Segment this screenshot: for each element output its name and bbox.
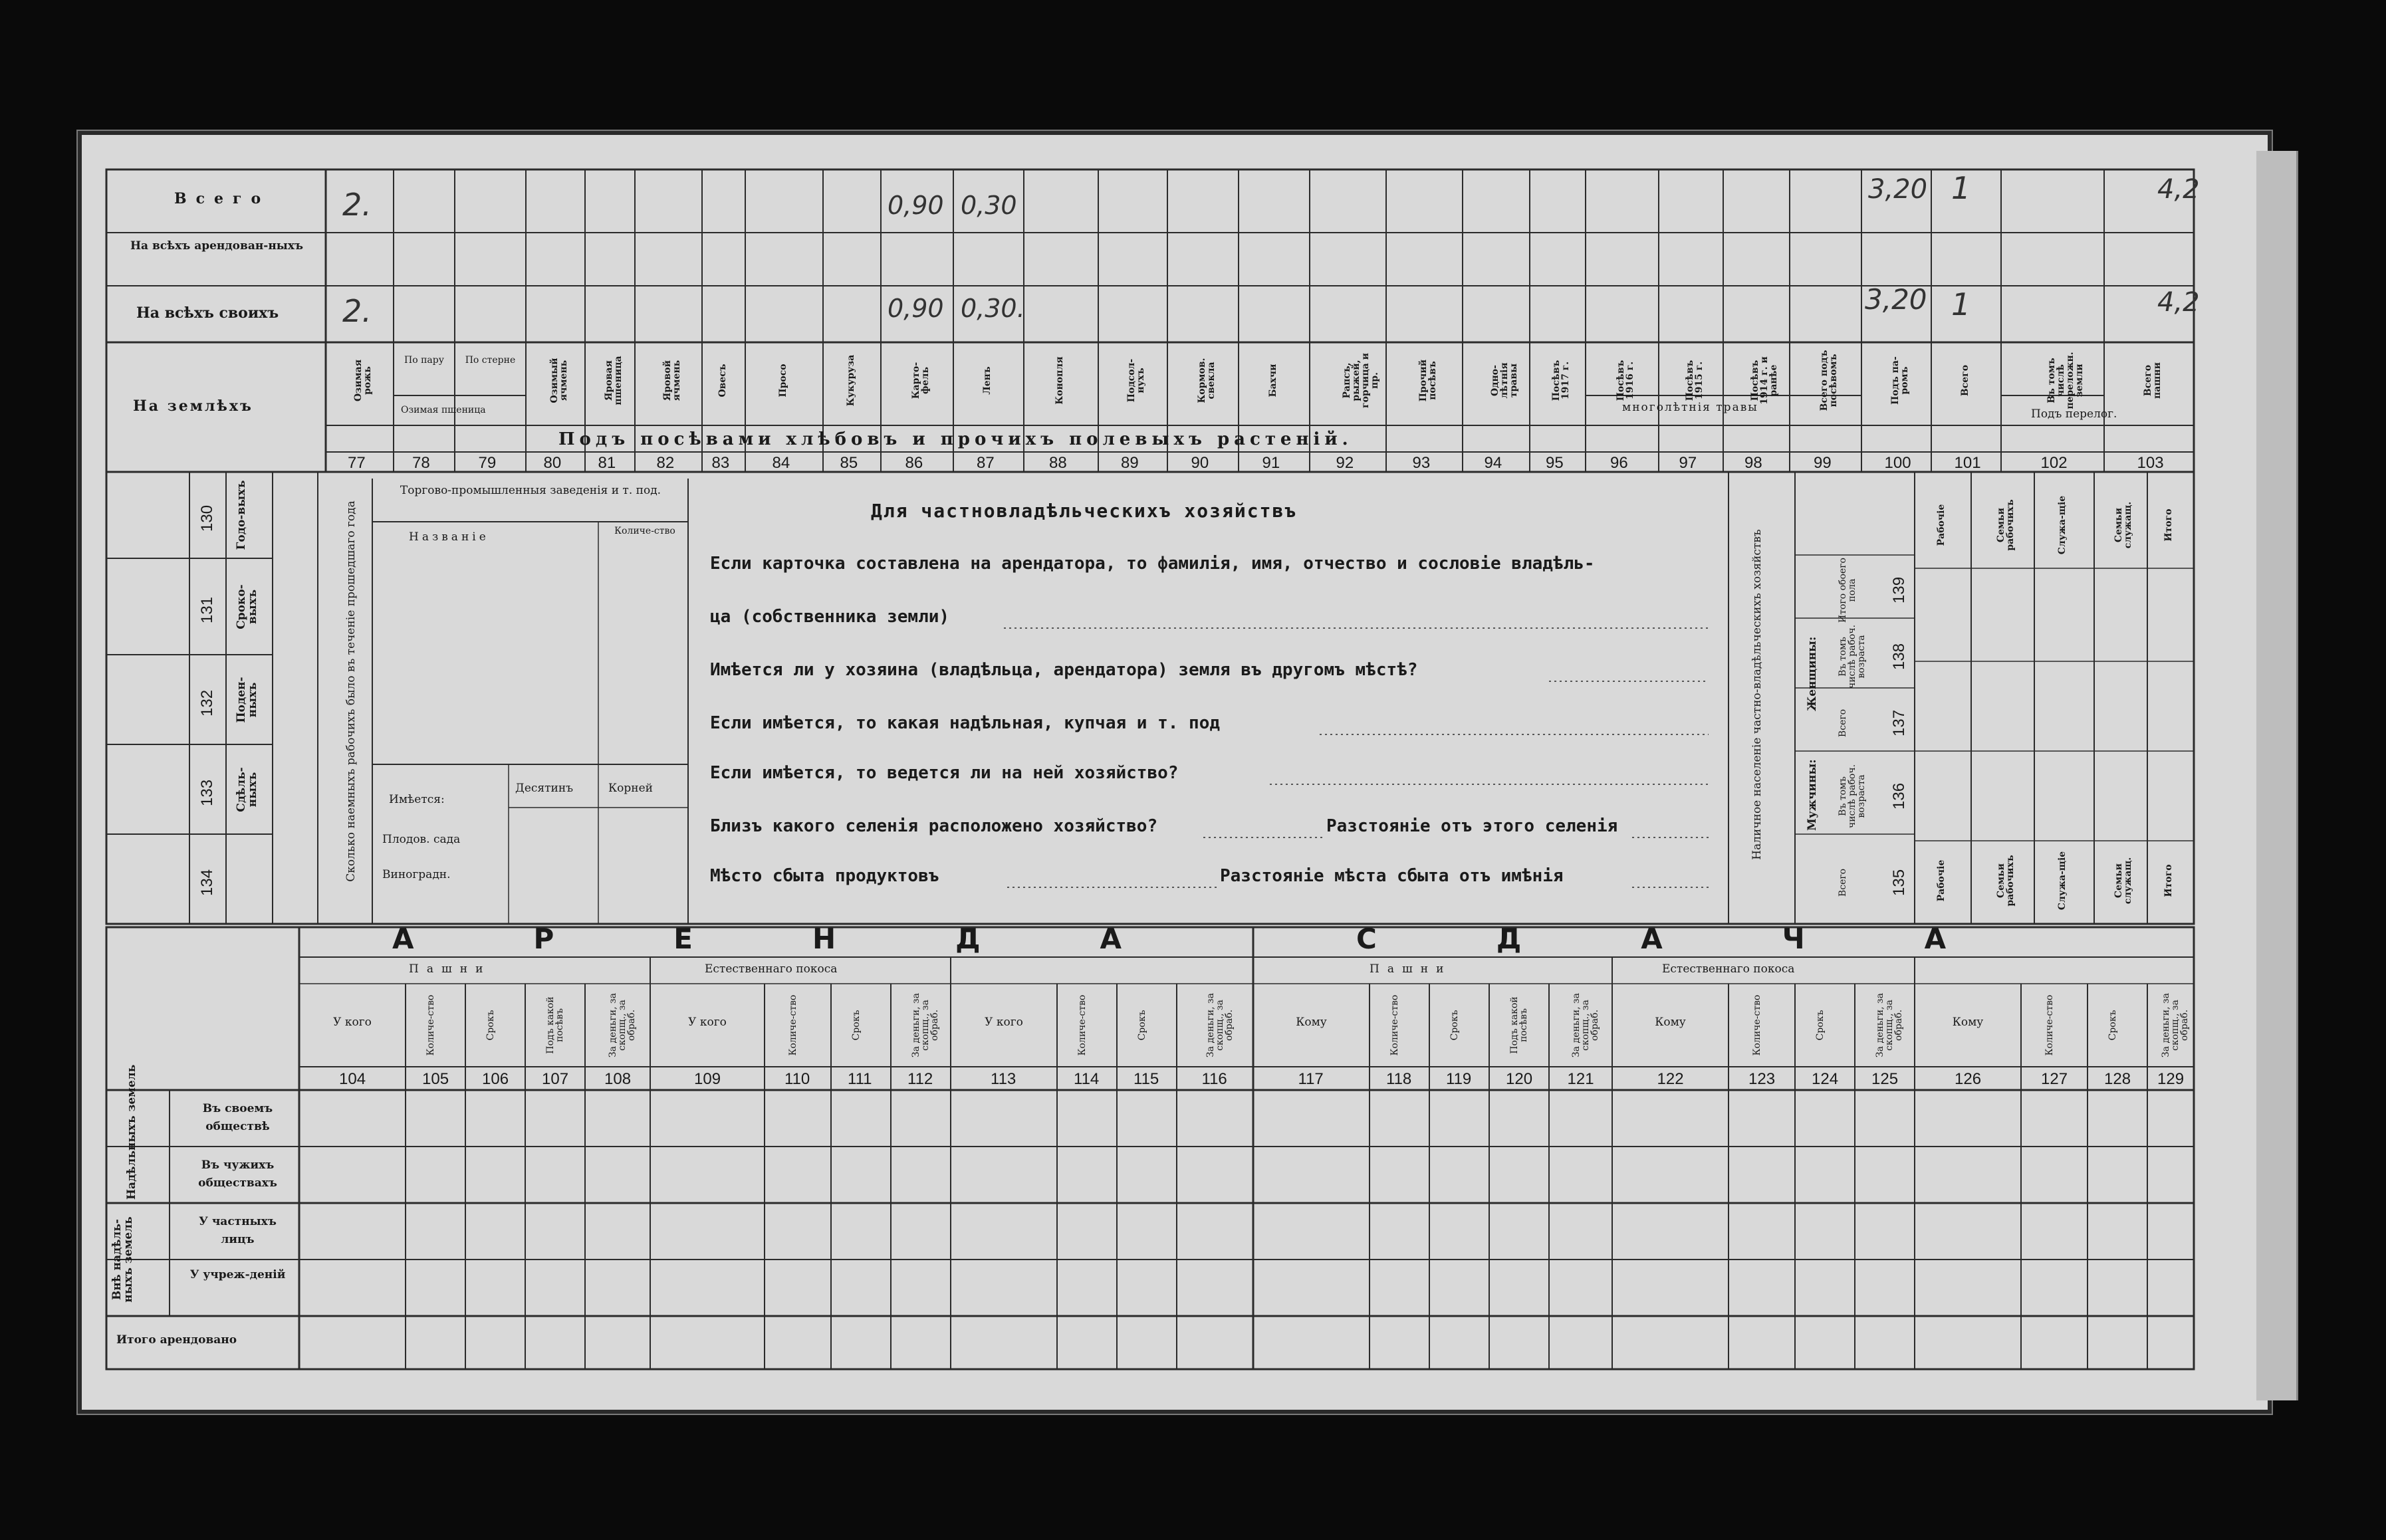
sub-perennial-grass: многолѣтнія травы [1622,401,1758,414]
top-col-head: Овесъ [717,364,728,397]
hw-own-fallow: 1 [1951,286,1971,322]
bottom-col-head: Количе-ство [425,994,436,1056]
bottom-col-head: Подъ какой посѣвъ [545,996,565,1054]
row-other-communities: Въ чужихъ обществахъ [198,1158,277,1190]
top-col-head: Просо [777,364,788,397]
top-col-head: Рапсъ, рыжей, горчица и пр. [1341,353,1380,409]
bottom-col-number: 117 [1298,1070,1324,1088]
top-col-head: Ленъ [982,366,993,395]
top-col-number: 89 [1121,454,1139,472]
population-item: Въ томъ числѣ рабоч. возраста [1838,764,1867,828]
top-col-head: Всего пашни [2142,362,2163,399]
bottom-col-head: За деньги, за скопщ., за обраб. [608,993,637,1057]
row-total-rented: Итого арендовано [116,1333,237,1347]
top-col-number: 87 [977,454,995,472]
worker-col-number: 134 [198,869,216,896]
top-col-head: Прочий посѣвъ [1417,359,1438,402]
bottom-col-head: Срокъ [1137,1010,1147,1041]
trade-title: Торгово-промышленныя заведенія и т. под. [400,484,661,497]
bottom-col-head: Кому [1296,1016,1327,1029]
bottom-col-number: 106 [482,1070,509,1088]
top-col-head: Посѣвъ 1915 г. [1684,360,1705,401]
bottom-col-head: За деньги, за скопщ., за обраб. [2161,993,2190,1057]
arenda-title: АРЕНДА [392,923,1242,955]
bottom-col-head: Количе-ство [1752,994,1762,1056]
row-label-rented: На всѣхъ арендован-ныхъ [130,239,304,253]
population-col-number: 138 [1890,643,1908,670]
top-col-head: Кормов. свекла [1196,358,1217,403]
bottom-col-number: 114 [1074,1070,1100,1088]
staff-head-top: Итого [2163,508,2174,542]
question-3: Если имѣется, то какая надѣльная, купчая и т. под [710,713,1221,733]
bottom-col-number: 112 [907,1070,933,1088]
bottom-col-head: У кого [688,1016,727,1029]
hw-total-fallow: 1 [1951,170,1971,206]
population-col-number: 135 [1890,869,1908,896]
bottom-col-number: 125 [1871,1070,1899,1088]
bottom-col-number: 121 [1567,1070,1594,1088]
hw-own-corn: 0,90 [888,294,944,323]
top-col-number: 95 [1546,454,1564,472]
bottom-col-number: 107 [542,1070,569,1088]
bottom-col-number: 126 [1955,1070,1982,1088]
bottom-col-number: 129 [2157,1070,2185,1088]
population-col-number: 136 [1890,782,1908,810]
top-col-number: 92 [1336,454,1354,472]
bottom-col-number: 128 [2104,1070,2131,1088]
top-col-number: 78 [412,454,430,472]
hw-own-rye: 2. [342,293,372,329]
population-col-number: 137 [1890,709,1908,736]
top-col-head: Всего [1959,364,1970,397]
top-col-number: 80 [543,454,562,472]
bottom-col-head: У кого [985,1016,1023,1029]
question-6b: Разстояніе мѣста сбыта отъ имѣнія [1220,866,1564,886]
orchard-label: Плодов. сада [382,833,461,846]
worker-type-label: Поден-ныхъ [235,676,259,723]
top-col-number: 77 [348,454,366,472]
trade-qty-header: Количе-ство [614,526,675,536]
bottom-col-number: 110 [784,1070,810,1088]
top-col-number: 99 [1814,454,1832,472]
question-6: Мѣсто сбыта продуктовъ [710,866,939,886]
desyatin-header: Десятинъ [515,782,574,795]
group-allotment: Надѣльныхъ земель [125,1064,138,1200]
population-col-number: 139 [1890,576,1908,604]
worker-type-label: Сдѣль-ныхъ [235,766,259,812]
bottom-col-number: 122 [1657,1070,1684,1088]
top-col-number: 98 [1744,454,1762,472]
row-institutions: У учреж-деній [189,1268,286,1281]
bottom-col-number: 119 [1446,1070,1472,1088]
top-col-number: 79 [478,454,497,472]
row-label-total: Всего [174,190,271,207]
top-col-head: Озимая рожь [353,359,373,402]
hw-own-sown: 3,20 [1865,283,1927,316]
bottom-col-number: 105 [422,1070,449,1088]
kornei-header: Корней [608,782,653,795]
population-item: Всего [1838,709,1848,737]
bottom-col-head: Кому [1655,1016,1686,1029]
question-4: Если имѣется, то ведется ли на ней хозяйство? [710,763,1179,783]
bottom-col-head: Кому [1952,1016,1984,1029]
hw-total-rye: 2. [342,187,372,223]
bottom-col-head: Количе-ство [2044,994,2055,1056]
top-col-head: Яровой ячмень [661,360,682,401]
worker-col-number: 133 [198,779,216,806]
bottom-col-number: 104 [339,1070,366,1088]
banner-crops: Подъ посѣвами хлѣбовъ и прочихъ полевыхъ растеній. [558,429,1353,449]
top-col-number: 85 [840,454,858,472]
sdacha-pokos: Естественнаго покоса [1662,962,1795,976]
bottom-col-head: За деньги, за скопщ., за обраб. [911,993,940,1057]
bottom-col-number: 108 [604,1070,632,1088]
bottom-col-number: 109 [694,1070,721,1088]
top-col-head: Посѣвъ 1917 г. [1551,360,1571,401]
top-col-head: Посѣвъ 1916 г. [1615,360,1635,401]
top-col-number: 93 [1412,454,1431,472]
population-group-women: Женщины: [1806,636,1819,711]
question-5b: Разстояніе отъ этого селенія [1326,816,1618,836]
top-col-number: 90 [1191,454,1209,472]
top-col-head: Подсол-нухъ [1126,358,1146,403]
top-col-number: 88 [1049,454,1067,472]
top-col-number: 84 [772,454,790,472]
arenda-pashni: Пашни [409,962,491,976]
population-item: Итого обоего пола [1838,557,1857,623]
bottom-col-number: 113 [991,1070,1016,1088]
hw-own-potato: 0,30. [961,294,1025,323]
staff-head-top: Рабочіе [1935,504,1947,546]
worker-col-number: 130 [198,504,216,532]
row-own-community: Въ своемъ обществѣ [202,1102,273,1134]
top-col-number: 103 [2137,454,2164,472]
top-col-head: По стерне [465,355,516,366]
bottom-col-head: За деньги, за скопщ., за обраб. [1570,993,1600,1057]
sdacha-title: СДАЧА [1356,923,2066,955]
bottom-col-number: 127 [2041,1070,2068,1088]
top-col-number: 102 [2040,454,2068,472]
bottom-col-number: 118 [1386,1070,1412,1088]
row-label-lands: На землѣхъ [133,397,253,415]
staff-head-top: Семьи рабочихъ [1995,499,2016,551]
top-col-head: Посѣвъ 1914 г. и ранѣе [1750,356,1779,405]
bottom-col-number: 111 [848,1070,872,1088]
hw-total-corn: 0,90 [888,191,944,220]
top-col-number: 91 [1262,454,1280,472]
hw-total-plough: 4,2 [2157,174,2200,205]
row-private-persons: У частныхъ лицъ [199,1215,277,1247]
top-col-number: 94 [1484,454,1502,472]
staff-head-bottom: Семьи рабочихъ [1995,855,2016,907]
bottom-col-number: 116 [1201,1070,1227,1088]
top-col-number: 83 [711,454,730,472]
population-group-men: Мужчины: [1806,759,1819,831]
hw-own-plough: 4,2 [2157,287,2200,318]
question-1b: ца (собственника земли) [710,607,950,627]
hw-total-sown: 3,20 [1868,174,1928,205]
top-col-number: 100 [1884,454,1911,472]
worker-col-number: 131 [198,596,216,623]
bottom-col-head: Срокъ [485,1010,496,1041]
hw-total-potato: 0,30 [961,191,1017,220]
top-col-head: Конопля [1054,356,1065,405]
bottom-col-head: Срокъ [1449,1010,1460,1041]
question-2: Имѣется ли у хозяина (владѣльца, арендатора) земля въ другомъ мѣстѣ? [710,660,1418,680]
top-col-number: 82 [656,454,675,472]
worker-col-number: 132 [198,689,216,716]
staff-head-bottom: Итого [2163,864,2174,897]
top-col-head: Кукуруза [845,354,856,407]
has-label: Имѣется: [389,793,445,806]
group-non-allotment: Внѣ надѣль-ныхъ земель [110,1216,135,1303]
bottom-col-head: Количе-ство [1389,994,1400,1056]
top-col-number: 86 [905,454,923,472]
trade-name-header: Названіе [409,530,489,544]
population-item: Въ томъ числѣ рабоч. возраста [1838,624,1867,689]
top-col-number: 101 [1954,454,1981,472]
worker-type-label: Годо-выхъ [235,480,248,550]
bottom-col-head: Подъ какой посѣвъ [1509,996,1529,1054]
staff-head-bottom: Служа-щіе [2057,851,2068,911]
question-5: Близъ какого селенія расположено хозяйство? [710,816,1158,836]
sdacha-pashni: Пашни [1370,962,1452,976]
staff-head-top: Служа-щіе [2057,495,2068,555]
bottom-col-number: 120 [1506,1070,1533,1088]
bottom-col-number: 123 [1748,1070,1776,1088]
top-col-number: 81 [598,454,616,472]
top-col-head: Одно-лѣтнія травы [1489,362,1519,399]
top-col-head: Яровая пшеница [603,356,624,405]
staff-head-top: Семьи служащ. [2113,501,2133,549]
vineyard-label: Виноградн. [382,868,451,881]
top-col-head: Въ томъ числѣ переложн. земли [2046,352,2085,409]
bottom-col-head: Срокъ [1815,1010,1826,1041]
bottom-col-head: У кого [333,1016,372,1029]
top-col-head: Подъ па-ромъ [1889,356,1910,405]
sub-winter-wheat: Озимая пшеница [401,405,486,415]
worker-type-label: Сроко-выхъ [235,584,259,629]
bottom-col-head: Количе-ство [1077,994,1088,1056]
top-col-head: По пару [404,355,444,366]
top-col-number: 96 [1610,454,1628,472]
bottom-col-number: 115 [1133,1070,1159,1088]
staff-head-bottom: Рабочіе [1935,859,1947,902]
top-col-head: Всего подъ посѣвомъ [1819,350,1839,411]
bottom-col-head: Срокъ [2107,1010,2118,1041]
bottom-col-head: За деньги, за скопщ., за обраб. [1875,993,1904,1057]
row-label-own: На всѣхъ своихъ [136,304,279,322]
private-title: Для частновладѣльческихъ хозяйствъ [871,500,1298,522]
question-1: Если карточка составлена на арендатора, то фамилія, имя, отчество и сословіе владѣль- [710,554,1595,574]
top-col-head: Озимый ячмень [548,358,569,403]
arenda-pokos: Естественнаго покоса [705,962,838,976]
bottom-col-head: Срокъ [851,1010,862,1041]
bottom-col-head: Количе-ство [788,994,798,1056]
top-col-head: Бахчи [1267,364,1278,397]
bottom-col-number: 124 [1812,1070,1839,1088]
bottom-col-head: За деньги, за скопщ., за обраб. [1205,993,1235,1057]
population-item: Всего [1838,868,1848,897]
sub-fallow: Подъ перелог. [2031,407,2117,421]
top-col-head: Карто-фель [910,362,931,399]
staff-head-bottom: Семьи служащ. [2113,857,2133,905]
workers-caption: Сколько наемныхъ рабочихъ было въ теченіе прошедшаго года [344,500,358,882]
top-col-number: 97 [1679,454,1697,472]
population-caption: Наличное населеніе частно-владѣльческихъ хозяйствъ [1750,529,1764,860]
